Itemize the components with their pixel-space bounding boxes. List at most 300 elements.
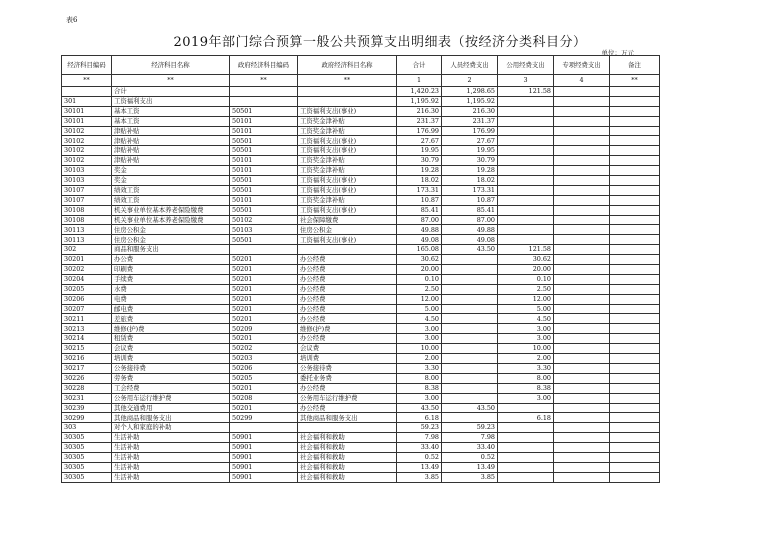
- gov-name-cell: 培训费: [298, 354, 397, 364]
- note-cell: [610, 403, 660, 413]
- gov-code-cell: 50201: [230, 284, 298, 294]
- note-cell: [610, 324, 660, 334]
- name-cell: 生活补助: [112, 433, 230, 443]
- table-row: [62, 314, 660, 324]
- gov-code-cell: [230, 423, 298, 433]
- note-cell: [610, 363, 660, 373]
- total-cell: 8.38: [397, 383, 442, 393]
- code-cell: 30216: [62, 354, 112, 364]
- gov-code-cell: 50901: [230, 452, 298, 462]
- personnel-cell: 87.00: [442, 215, 498, 225]
- table-body: [62, 56, 660, 483]
- note-cell: [610, 136, 660, 146]
- gov-name-cell: 工资奖金津补贴: [298, 116, 397, 126]
- note-cell: [610, 383, 660, 393]
- personnel-cell: [442, 393, 498, 403]
- public-cell: 8.38: [498, 383, 554, 393]
- personnel-cell: 19.95: [442, 146, 498, 156]
- total-cell: 19.95: [397, 146, 442, 156]
- personnel-cell: [442, 294, 498, 304]
- special-cell: [554, 87, 610, 97]
- personnel-cell: [442, 284, 498, 294]
- code-cell: 30228: [62, 383, 112, 393]
- gov-code-cell: 50201: [230, 403, 298, 413]
- index-cell: **: [298, 75, 397, 87]
- name-cell: 邮电费: [112, 304, 230, 314]
- gov-name-cell: [298, 245, 397, 255]
- code-cell: [62, 87, 112, 97]
- total-cell: 1,420.23: [397, 87, 442, 97]
- note-cell: [610, 423, 660, 433]
- code-cell: 30101: [62, 106, 112, 116]
- name-cell: 津贴补贴: [112, 156, 230, 166]
- gov-name-cell: 社会福利和救助: [298, 462, 397, 472]
- note-cell: [610, 462, 660, 472]
- note-cell: [610, 245, 660, 255]
- name-cell: 办公费: [112, 255, 230, 265]
- table-row: [62, 354, 660, 364]
- note-cell: [610, 166, 660, 176]
- personnel-cell: 176.99: [442, 126, 498, 136]
- code-cell: 30211: [62, 314, 112, 324]
- index-cell: 3: [498, 75, 554, 87]
- header-cell-public: 公用经费支出: [498, 56, 554, 75]
- note-cell: [610, 334, 660, 344]
- code-cell: 303: [62, 423, 112, 433]
- gov-code-cell: 50501: [230, 106, 298, 116]
- gov-name-cell: 办公经费: [298, 255, 397, 265]
- code-cell: 30305: [62, 472, 112, 482]
- code-cell: 30107: [62, 195, 112, 205]
- name-cell: 会议费: [112, 344, 230, 354]
- public-cell: 0.10: [498, 274, 554, 284]
- note-cell: [610, 126, 660, 136]
- code-cell: 30102: [62, 146, 112, 156]
- special-cell: [554, 235, 610, 245]
- name-cell: 奖金: [112, 166, 230, 176]
- code-cell: 30102: [62, 156, 112, 166]
- personnel-cell: 1,195.92: [442, 96, 498, 106]
- table-row: [62, 166, 660, 176]
- gov-name-cell: 社会福利和救助: [298, 433, 397, 443]
- name-cell: 津贴补贴: [112, 146, 230, 156]
- code-cell: 30226: [62, 373, 112, 383]
- note-cell: [610, 195, 660, 205]
- public-cell: [498, 156, 554, 166]
- total-cell: 43.50: [397, 403, 442, 413]
- total-cell: 59.23: [397, 423, 442, 433]
- gov-name-cell: 工资奖金津补贴: [298, 166, 397, 176]
- gov-code-cell: 50501: [230, 146, 298, 156]
- gov-name-cell: 住房公积金: [298, 225, 397, 235]
- gov-code-cell: 50201: [230, 255, 298, 265]
- gov-name-cell: 办公经费: [298, 314, 397, 324]
- personnel-cell: 33.40: [442, 443, 498, 453]
- gov-name-cell: 社会福利和救助: [298, 443, 397, 453]
- public-cell: 5.00: [498, 304, 554, 314]
- special-cell: [554, 383, 610, 393]
- special-cell: [554, 344, 610, 354]
- note-cell: [610, 176, 660, 186]
- public-cell: 2.00: [498, 354, 554, 364]
- special-cell: [554, 363, 610, 373]
- total-cell: 231.37: [397, 116, 442, 126]
- note-cell: [610, 205, 660, 215]
- public-cell: [498, 136, 554, 146]
- public-cell: 10.00: [498, 344, 554, 354]
- gov-name-cell: [298, 96, 397, 106]
- table-row: [62, 215, 660, 225]
- special-cell: [554, 156, 610, 166]
- code-cell: 30239: [62, 403, 112, 413]
- personnel-cell: [442, 354, 498, 364]
- total-cell: 30.62: [397, 255, 442, 265]
- table-row: [62, 294, 660, 304]
- gov-name-cell: 办公经费: [298, 294, 397, 304]
- gov-code-cell: 50901: [230, 472, 298, 482]
- personnel-cell: 19.28: [442, 166, 498, 176]
- code-cell: 30202: [62, 265, 112, 275]
- table-number-label: 表6: [66, 16, 78, 24]
- total-cell: 87.00: [397, 215, 442, 225]
- public-cell: [498, 126, 554, 136]
- gov-code-cell: 50101: [230, 195, 298, 205]
- total-cell: 3.30: [397, 363, 442, 373]
- name-cell: 生活补助: [112, 462, 230, 472]
- total-cell: 176.99: [397, 126, 442, 136]
- name-cell: 绩效工资: [112, 185, 230, 195]
- note-cell: [610, 235, 660, 245]
- table-row: [62, 363, 660, 373]
- gov-code-cell: 50201: [230, 265, 298, 275]
- code-cell: 30107: [62, 185, 112, 195]
- personnel-cell: [442, 363, 498, 373]
- special-cell: [554, 472, 610, 482]
- note-cell: [610, 304, 660, 314]
- note-cell: [610, 265, 660, 275]
- special-cell: [554, 96, 610, 106]
- total-cell: 2.00: [397, 354, 442, 364]
- total-cell: 10.87: [397, 195, 442, 205]
- special-cell: [554, 433, 610, 443]
- personnel-cell: 59.23: [442, 423, 498, 433]
- personnel-cell: [442, 265, 498, 275]
- special-cell: [554, 413, 610, 423]
- personnel-cell: [442, 344, 498, 354]
- gov-code-cell: 50101: [230, 116, 298, 126]
- gov-code-cell: 50201: [230, 314, 298, 324]
- public-cell: 3.00: [498, 334, 554, 344]
- table-row: [62, 176, 660, 186]
- table-row: [62, 443, 660, 453]
- personnel-cell: 49.08: [442, 235, 498, 245]
- gov-code-cell: 50209: [230, 324, 298, 334]
- note-cell: [610, 294, 660, 304]
- table-row: [62, 205, 660, 215]
- note-cell: [610, 146, 660, 156]
- special-cell: [554, 136, 610, 146]
- gov-name-cell: 工资福利支出(事业): [298, 146, 397, 156]
- public-cell: 8.00: [498, 373, 554, 383]
- table-row: [62, 462, 660, 472]
- total-cell: 85.41: [397, 205, 442, 215]
- special-cell: [554, 314, 610, 324]
- gov-name-cell: 办公经费: [298, 403, 397, 413]
- table-row: [62, 87, 660, 97]
- total-cell: 3.00: [397, 393, 442, 403]
- special-cell: [554, 334, 610, 344]
- personnel-cell: 49.88: [442, 225, 498, 235]
- personnel-cell: 10.87: [442, 195, 498, 205]
- gov-name-cell: 办公经费: [298, 284, 397, 294]
- gov-code-cell: 50203: [230, 354, 298, 364]
- gov-name-cell: 工资奖金津补贴: [298, 195, 397, 205]
- code-cell: 30113: [62, 225, 112, 235]
- public-cell: 20.00: [498, 265, 554, 275]
- gov-code-cell: 50201: [230, 383, 298, 393]
- gov-code-cell: 50201: [230, 274, 298, 284]
- special-cell: [554, 106, 610, 116]
- gov-name-cell: 工资福利支出(事业): [298, 106, 397, 116]
- name-cell: 基本工资: [112, 106, 230, 116]
- code-cell: 30102: [62, 126, 112, 136]
- code-cell: 30108: [62, 215, 112, 225]
- gov-code-cell: 50101: [230, 166, 298, 176]
- code-cell: 30207: [62, 304, 112, 314]
- special-cell: [554, 274, 610, 284]
- code-cell: 30103: [62, 176, 112, 186]
- special-cell: [554, 284, 610, 294]
- gov-code-cell: 50901: [230, 462, 298, 472]
- total-cell: 3.85: [397, 472, 442, 482]
- note-cell: [610, 354, 660, 364]
- table-row: [62, 334, 660, 344]
- public-cell: [498, 462, 554, 472]
- note-cell: [610, 344, 660, 354]
- table-row: [62, 225, 660, 235]
- special-cell: [554, 195, 610, 205]
- gov-code-cell: [230, 87, 298, 97]
- name-cell: 生活补助: [112, 443, 230, 453]
- code-cell: 30231: [62, 393, 112, 403]
- table-row: [62, 472, 660, 482]
- table-row: [62, 274, 660, 284]
- gov-code-cell: 50201: [230, 304, 298, 314]
- header-cell-total: 合计: [397, 56, 442, 75]
- personnel-cell: 7.98: [442, 433, 498, 443]
- special-cell: [554, 116, 610, 126]
- gov-code-cell: 50501: [230, 185, 298, 195]
- table-row: [62, 126, 660, 136]
- personnel-cell: [442, 304, 498, 314]
- note-cell: [610, 443, 660, 453]
- personnel-cell: 1,298.65: [442, 87, 498, 97]
- public-cell: 3.00: [498, 393, 554, 403]
- personnel-cell: [442, 255, 498, 265]
- public-cell: [498, 146, 554, 156]
- gov-code-cell: 50201: [230, 294, 298, 304]
- personnel-cell: 173.31: [442, 185, 498, 195]
- gov-name-cell: 工资福利支出(事业): [298, 235, 397, 245]
- table-row: [62, 136, 660, 146]
- personnel-cell: 85.41: [442, 205, 498, 215]
- public-cell: [498, 96, 554, 106]
- total-cell: 18.02: [397, 176, 442, 186]
- gov-code-cell: 50208: [230, 393, 298, 403]
- code-cell: 30305: [62, 443, 112, 453]
- name-cell: 维修(护)费: [112, 324, 230, 334]
- personnel-cell: [442, 383, 498, 393]
- personnel-cell: 18.02: [442, 176, 498, 186]
- gov-name-cell: 社会福利和救助: [298, 472, 397, 482]
- name-cell: 津贴补贴: [112, 126, 230, 136]
- note-cell: [610, 116, 660, 126]
- special-cell: [554, 126, 610, 136]
- public-cell: 2.50: [498, 284, 554, 294]
- public-cell: 121.58: [498, 245, 554, 255]
- code-cell: 30108: [62, 205, 112, 215]
- table-row: [62, 344, 660, 354]
- public-cell: [498, 185, 554, 195]
- public-cell: [498, 403, 554, 413]
- name-cell: 其他商品和服务支出: [112, 413, 230, 423]
- code-cell: 30103: [62, 166, 112, 176]
- gov-name-cell: 维修(护)费: [298, 324, 397, 334]
- code-cell: 30204: [62, 274, 112, 284]
- gov-name-cell: 社会福利和救助: [298, 452, 397, 462]
- personnel-cell: [442, 373, 498, 383]
- table-row: [62, 393, 660, 403]
- code-cell: 30305: [62, 452, 112, 462]
- name-cell: 奖金: [112, 176, 230, 186]
- total-cell: 3.00: [397, 334, 442, 344]
- gov-code-cell: 50901: [230, 433, 298, 443]
- total-cell: 0.52: [397, 452, 442, 462]
- table-row: [62, 373, 660, 383]
- total-cell: 2.50: [397, 284, 442, 294]
- header-cell-name: 经济科目名称: [112, 56, 230, 75]
- table-row: [62, 146, 660, 156]
- total-cell: 49.08: [397, 235, 442, 245]
- code-cell: 30102: [62, 136, 112, 146]
- gov-name-cell: 工资奖金津补贴: [298, 156, 397, 166]
- note-cell: [610, 373, 660, 383]
- special-cell: [554, 166, 610, 176]
- special-cell: [554, 304, 610, 314]
- gov-name-cell: 会议费: [298, 344, 397, 354]
- total-cell: 30.79: [397, 156, 442, 166]
- name-cell: 生活补助: [112, 452, 230, 462]
- special-cell: [554, 423, 610, 433]
- code-cell: 302: [62, 245, 112, 255]
- code-cell: 30299: [62, 413, 112, 423]
- total-cell: 13.49: [397, 462, 442, 472]
- index-cell: 1: [397, 75, 442, 87]
- gov-name-cell: 其他商品和服务支出: [298, 413, 397, 423]
- table-row: [62, 403, 660, 413]
- total-cell: 165.08: [397, 245, 442, 255]
- gov-code-cell: 50101: [230, 126, 298, 136]
- total-cell: 1,195.92: [397, 96, 442, 106]
- table-row: [62, 304, 660, 314]
- personnel-cell: [442, 413, 498, 423]
- personnel-cell: [442, 274, 498, 284]
- code-cell: 30201: [62, 255, 112, 265]
- special-cell: [554, 176, 610, 186]
- public-cell: [498, 116, 554, 126]
- table-row: [62, 116, 660, 126]
- gov-name-cell: 工资福利支出(事业): [298, 185, 397, 195]
- note-cell: [610, 433, 660, 443]
- personnel-cell: 43.50: [442, 245, 498, 255]
- gov-code-cell: 50205: [230, 373, 298, 383]
- code-cell: 30213: [62, 324, 112, 334]
- index-cell: **: [230, 75, 298, 87]
- public-cell: 30.62: [498, 255, 554, 265]
- public-cell: 3.30: [498, 363, 554, 373]
- table-row: [62, 284, 660, 294]
- total-cell: 8.00: [397, 373, 442, 383]
- gov-code-cell: [230, 245, 298, 255]
- public-cell: [498, 205, 554, 215]
- name-cell: 合计: [112, 87, 230, 97]
- code-cell: 30214: [62, 334, 112, 344]
- personnel-cell: [442, 314, 498, 324]
- table-row: [62, 383, 660, 393]
- public-cell: [498, 215, 554, 225]
- name-cell: 公务用车运行维护费: [112, 393, 230, 403]
- public-cell: 12.00: [498, 294, 554, 304]
- total-cell: 10.00: [397, 344, 442, 354]
- total-cell: 4.50: [397, 314, 442, 324]
- public-cell: 6.18: [498, 413, 554, 423]
- gov-code-cell: 50299: [230, 413, 298, 423]
- public-cell: [498, 235, 554, 245]
- gov-name-cell: 办公经费: [298, 334, 397, 344]
- total-cell: 216.30: [397, 106, 442, 116]
- gov-name-cell: 公务接待费: [298, 363, 397, 373]
- personnel-cell: 216.30: [442, 106, 498, 116]
- index-cell: 4: [554, 75, 610, 87]
- personnel-cell: [442, 324, 498, 334]
- index-cell: **: [62, 75, 112, 87]
- personnel-cell: 43.50: [442, 403, 498, 413]
- gov-code-cell: 50102: [230, 215, 298, 225]
- total-cell: 20.00: [397, 265, 442, 275]
- gov-name-cell: 社会保障缴费: [298, 215, 397, 225]
- code-cell: 30215: [62, 344, 112, 354]
- code-cell: 301: [62, 96, 112, 106]
- special-cell: [554, 403, 610, 413]
- table-row: [62, 265, 660, 275]
- table-row: [62, 195, 660, 205]
- name-cell: 劳务费: [112, 373, 230, 383]
- note-cell: [610, 225, 660, 235]
- total-cell: 173.31: [397, 185, 442, 195]
- total-cell: 6.18: [397, 413, 442, 423]
- public-cell: [498, 452, 554, 462]
- special-cell: [554, 265, 610, 275]
- public-cell: [498, 433, 554, 443]
- name-cell: 住房公积金: [112, 235, 230, 245]
- name-cell: 培训费: [112, 354, 230, 364]
- header-cell-code: 经济科目编码: [62, 56, 112, 75]
- special-cell: [554, 373, 610, 383]
- total-cell: 27.67: [397, 136, 442, 146]
- total-cell: 33.40: [397, 443, 442, 453]
- note-cell: [610, 472, 660, 482]
- gov-code-cell: 50103: [230, 225, 298, 235]
